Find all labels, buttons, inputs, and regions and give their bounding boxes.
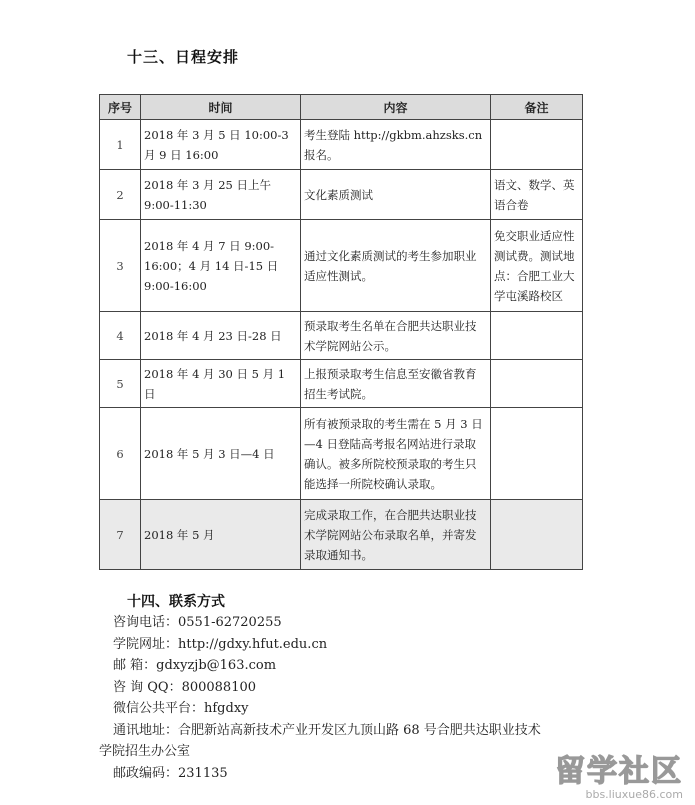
row-content: 考生登陆 http://gkbm.ahzsks.cn 报名。	[301, 120, 491, 170]
table-row	[100, 408, 583, 500]
row-content: 所有被预录取的考生需在 5 月 3 日—4 日登陆高考报名网站进行录取确认。被多所院校预录取的考生只能选择一所院校确认录取。	[301, 408, 491, 500]
contact-email: 邮 箱：gdxyzjb@163.com	[113, 658, 277, 673]
table-row	[100, 170, 583, 220]
table-row	[100, 312, 583, 360]
table-row	[100, 220, 583, 312]
row-no: 3	[100, 220, 141, 312]
table-header-row	[100, 95, 583, 120]
header-note: 备注	[491, 95, 583, 120]
row-note: 免交职业适应性测试费。测试地点：合肥工业大学屯溪路校区	[491, 220, 583, 312]
section-title-schedule: 十三、日程安排	[127, 48, 240, 66]
row-time: 2018 年 4 月 7 日 9:00-16:00；4 月 14 日-15 日 9:00-16:00	[141, 220, 301, 312]
schedule-table	[99, 94, 583, 570]
watermark-logo: 留学社区	[555, 754, 683, 789]
header-content: 内容	[301, 95, 491, 120]
table-row	[100, 120, 583, 170]
row-time: 2018 年 5 月 3 日—4 日	[141, 408, 301, 500]
row-content: 通过文化素质测试的考生参加职业适应性测试。	[301, 220, 491, 312]
watermark-url: bbs.liuxue86.com	[585, 788, 683, 801]
row-no: 4	[100, 312, 141, 360]
row-no: 2	[100, 170, 141, 220]
contact-postcode: 邮政编码：231135	[113, 765, 228, 781]
row-time: 2018 年 3 月 25 日上午 9:00-11:30	[141, 170, 301, 220]
row-note	[491, 408, 583, 500]
row-content: 完成录取工作，在合肥共达职业技术学院网站公布录取名单，并寄发录取通知书。	[301, 500, 491, 570]
row-note	[491, 360, 583, 408]
row-time: 2018 年 3 月 5 日 10:00-3 月 9 日 16:00	[141, 120, 301, 170]
contact-address-cont: 学院招生办公室	[99, 744, 191, 759]
row-no: 6	[100, 408, 141, 500]
header-time: 时间	[141, 95, 301, 120]
section-title-contact: 十四、联系方式	[127, 594, 225, 610]
row-time: 2018 年 4 月 23 日-28 日	[141, 312, 301, 360]
row-no: 1	[100, 120, 141, 170]
contact-phone: 咨询电话：0551-62720255	[113, 615, 282, 630]
table-row	[100, 360, 583, 408]
row-note	[491, 120, 583, 170]
table-row	[100, 500, 583, 570]
contact-qq: 咨 询 QQ：800088100	[113, 679, 257, 695]
row-note: 语文、数学、英语合卷	[491, 170, 583, 220]
row-content: 预录取考生名单在合肥共达职业技术学院网站公示。	[301, 312, 491, 360]
contact-block	[99, 612, 613, 784]
row-time: 2018 年 4 月 30 日 5 月 1 日	[141, 360, 301, 408]
contact-address: 通讯地址：合肥新站高新技术产业开发区九顶山路 68 号合肥共达职业技术	[113, 722, 541, 738]
contact-website: 学院网址：http://gdxy.hfut.edu.cn	[113, 636, 328, 652]
row-time: 2018 年 5 月	[141, 500, 301, 570]
header-no: 序号	[100, 95, 141, 120]
row-note	[491, 312, 583, 360]
row-no: 5	[100, 360, 141, 408]
row-note	[491, 500, 583, 570]
row-content: 上报预录取考生信息至安徽省教育招生考试院。	[301, 360, 491, 408]
watermark	[555, 755, 683, 801]
row-no: 7	[100, 500, 141, 570]
row-content: 文化素质测试	[301, 170, 491, 220]
contact-wechat: 微信公共平台：hfgdxy	[113, 701, 249, 716]
